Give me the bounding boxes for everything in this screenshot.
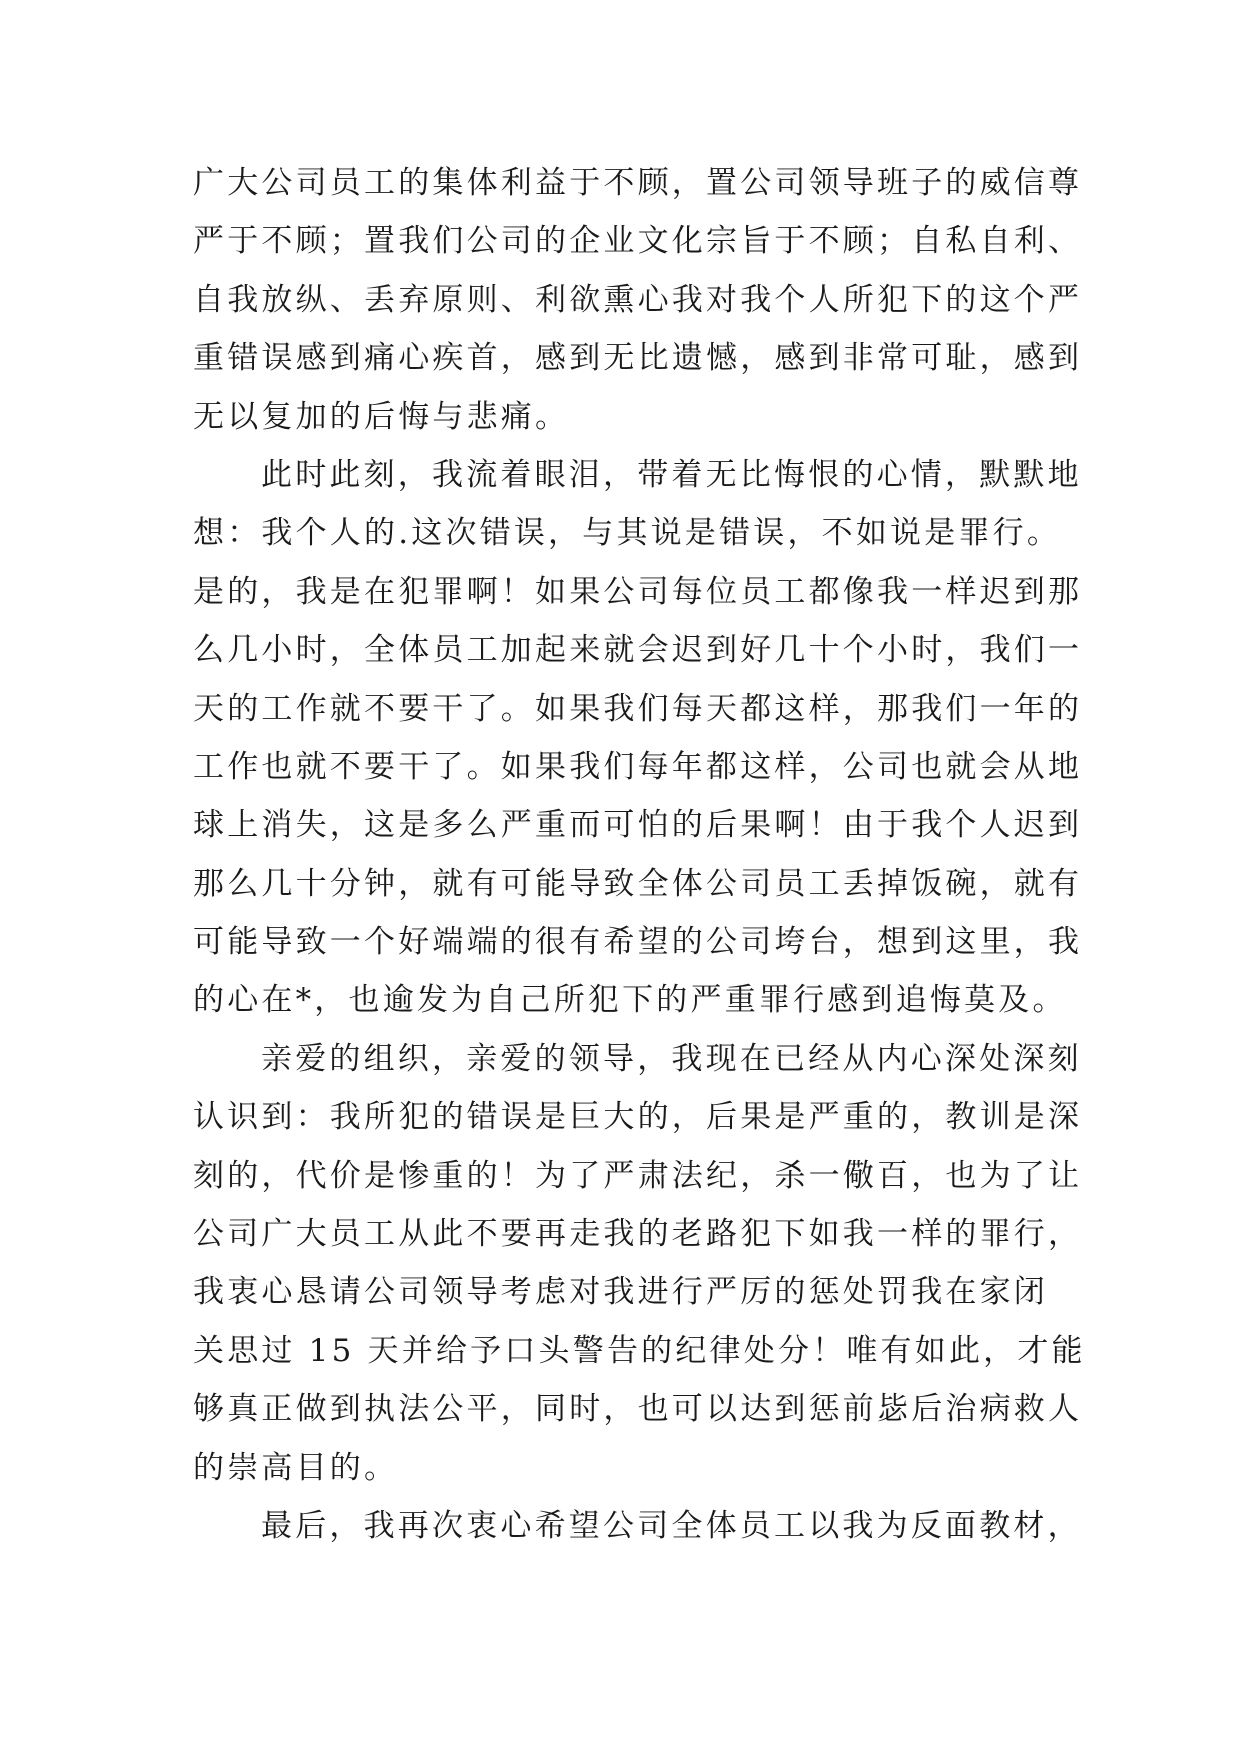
text-line: 重错误感到痛心疾首，感到无比遗憾，感到非常可耻，感到 [193,340,1083,377]
text-line: 么几小时，全体员工加起来就会迟到好几十个小时，我们一 [193,632,1083,669]
text-line: 是的，我是在犯罪啊！如果公司每位员工都像我一样迟到那 [193,573,1083,610]
text-line: 最后，我再次衷心希望公司全体员工以我为反面教材， [261,1507,1082,1544]
text-line: 关思过 15 天并给予口头警告的纪律处分！唯有如此，才能 [193,1332,1086,1369]
text-line: 想：我个人的.这次错误，与其说是错误，不如说是罪行。 [193,515,1062,552]
text-line: 天的工作就不要干了。如果我们每天都这样，那我们一年的 [193,690,1083,727]
text-line: 那么几十分钟，就有可能导致全体公司员工丢掉饭碗，就有 [193,865,1083,902]
text-line: 公司广大员工从此不要再走我的老路犯下如我一样的罪行， [193,1216,1083,1253]
document-body [193,154,1086,1555]
text-line: 工作也就不要干了。如果我们每年都这样，公司也就会从地 [193,748,1083,785]
text-line: 认识到：我所犯的错误是巨大的，后果是严重的，教训是深 [193,1099,1083,1136]
text-line: 刻的，代价是惨重的！为了严肃法纪，杀一儆百，也为了让 [193,1157,1083,1194]
text-line: 广大公司员工的集体利益于不顾，置公司领导班子的威信尊 [193,165,1083,201]
text-line: 严于不顾；置我们公司的企业文化宗旨于不顾；自私自利、 [193,223,1083,260]
text-line: 亲爱的组织，亲爱的领导，我现在已经从内心深处深刻 [261,1040,1082,1077]
text-line: 自我放纵、丢弃原则、利欲熏心我对我个人所犯下的这个严 [193,281,1083,318]
text-line: 的崇高目的。 [193,1449,399,1486]
text-line: 无以复加的后悔与悲痛。 [193,398,570,435]
text-line: 球上消失，这是多么严重而可怕的后果啊！由于我个人迟到 [193,807,1083,844]
text-line: 我衷心恳请公司领导考虑对我进行严厉的惩处罚我在家闭 [193,1274,1048,1311]
text-line: 可能导致一个好端端的很有希望的公司垮台，想到这里，我 [193,924,1083,961]
text-line: 够真正做到执法公平，同时，也可以达到惩前毖后治病救人 [193,1391,1083,1428]
text-line: 此时此刻，我流着眼泪，带着无比悔恨的心情，默默地 [261,456,1082,493]
text-line: 的心在*，也逾发为自己所犯下的严重罪行感到追悔莫及。 [193,982,1067,1019]
